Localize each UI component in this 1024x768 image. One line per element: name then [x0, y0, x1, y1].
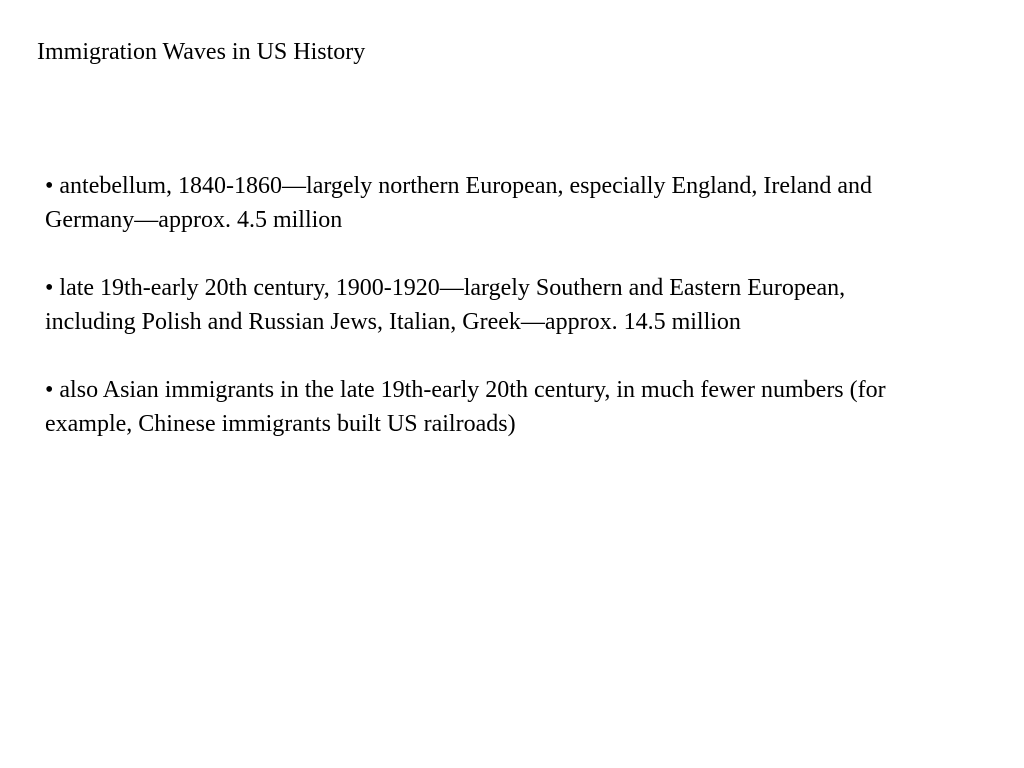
bullet-list — [45, 169, 925, 441]
slide-title: Immigration Waves in US History — [37, 39, 366, 65]
bullet-late-19th-early-20th: • late 19th-early 20th century, 1900-1920—largely Southern and Eastern European, including Polish and Russian Jews, Italian, Greek—approx. 14.5 million — [45, 275, 846, 335]
bullet-antebellum: • antebellum, 1840-1860—largely northern European, especially England, Ireland and Germany—approx. 4.5 million — [45, 173, 873, 233]
bullet-asian-immigrants: • also Asian immigrants in the late 19th-early 20th century, in much fewer numbers (for example, Chinese immigrants built US railroads) — [45, 377, 886, 437]
